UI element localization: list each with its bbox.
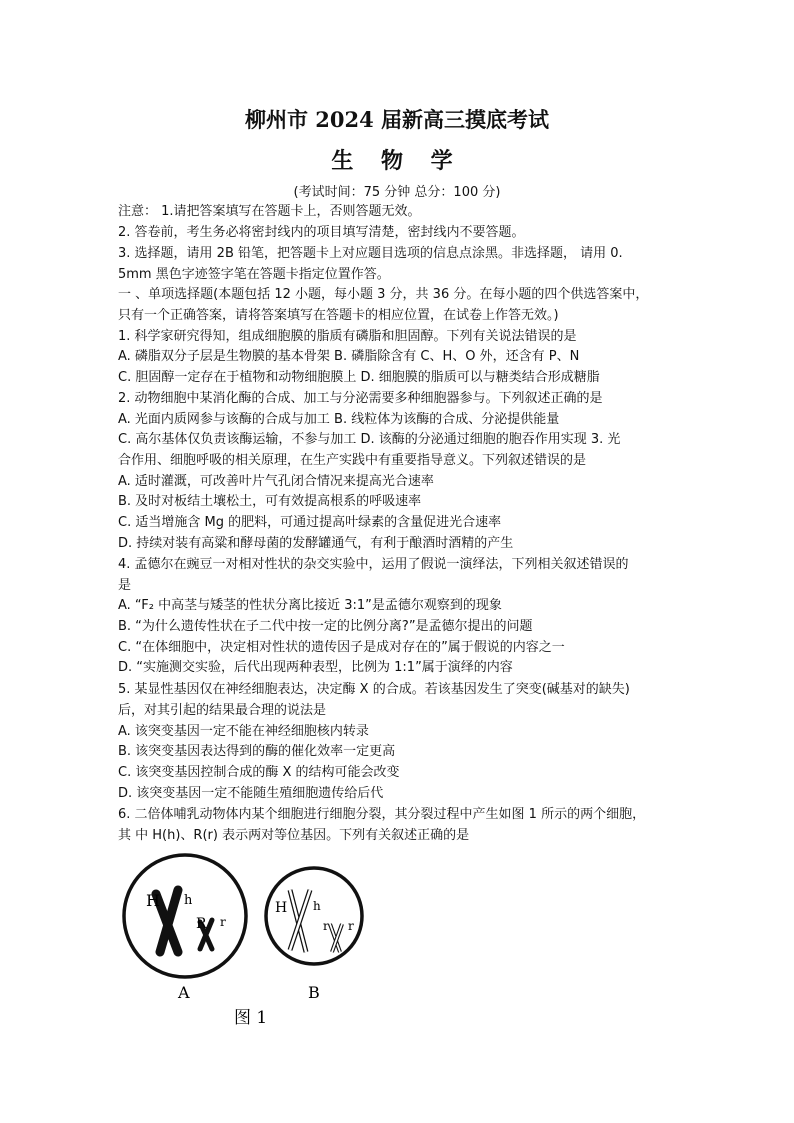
option-line: A. “F₂ 中高茎与矮茎的性状分离比接近 3:1”是孟德尔观察到的现象: [118, 598, 502, 613]
gene-label: r: [348, 919, 354, 933]
cell-a: [124, 855, 246, 977]
option-line: C. 该突变基因控制合成的酶 X 的结构可能会改变: [118, 765, 400, 780]
text-line: 其 中 H(h)、R(r) 表示两对等位基因。下列有关叙述正确的是: [118, 828, 470, 843]
exam-title: 柳州市 2024 届新高三摸底考试: [244, 107, 550, 132]
text-line: 一 、单项选择题(本题包括 12 小题，每小题 3 分，共 36 分。在每小题的四个供选答案中，: [118, 287, 649, 302]
gene-label: h: [313, 899, 321, 913]
question-2: 2. 动物细胞中某消化酶的合成、加工与分泌需要多种细胞器参与。下列叙述正确的是: [118, 391, 603, 406]
option-line: A. 光面内质网参与该酶的合成与加工 B. 线粒体为该酶的合成、分泌提供能量: [118, 412, 560, 427]
gene-label: r: [220, 915, 226, 929]
text-line: 注意： 1.请把答案填写在答题卡上，否则答题无效。: [118, 204, 421, 219]
cell-b-label: B: [308, 983, 320, 1002]
text-line: 是: [118, 578, 132, 593]
gene-label: H: [146, 891, 160, 910]
cell-b: [266, 868, 362, 964]
cell-a-label: A: [178, 983, 190, 1002]
option-line: C. 适当增施含 Mg 的肥料，可通过提高叶绿素的含量促进光合速率: [118, 515, 502, 530]
gene-label: r: [323, 919, 329, 933]
option-line: B. 该突变基因表达得到的酶的催化效率一定更高: [118, 744, 396, 759]
question-3: 合作用、细胞呼吸的相关原理，在生产实践中有重要指导意义。下列叙述错误的是: [118, 453, 587, 468]
gene-label: R: [196, 916, 207, 932]
question-1: 1. 科学家研究得知，组成细胞膜的脂质有磷脂和胆固醇。下列有关说法错误的是: [118, 329, 577, 344]
question-6: 6. 二倍体哺乳动物体内某个细胞进行细胞分裂，其分裂过程中产生如图 1 所示的两个细胞，: [118, 807, 646, 822]
figure-caption: 图 1: [234, 1008, 268, 1027]
text-line: 只有一个正确答案，请将答案填写在答题卡的相应位置，在试卷上作答无效。): [118, 308, 559, 323]
question-5: 5. 某显性基因仅在神经细胞表达，决定酶 X 的合成。若该基因发生了突变(碱基对的缺失): [118, 682, 630, 697]
subject-title: 生 物 学: [331, 148, 463, 174]
option-line: D. 持续对装有高粱和酵母菌的发酵罐通气，有利于酿酒时酒精的产生: [118, 536, 514, 551]
text-line: 2. 答卷前，考生务必将密封线内的项目填写清楚，密封线内不要答题。: [118, 225, 525, 240]
text-line: 后，对其引起的结果最合理的说法是: [118, 703, 327, 718]
option-line: A. 磷脂双分子层是生物膜的基本骨架 B. 磷脂除含有 C、H、O 外，还含有 P、N: [118, 349, 580, 364]
text-line: 5mm 黑色字迹签字笔在答题卡指定位置作答。: [118, 267, 390, 282]
option-line: A. 适时灌溉，可改善叶片气孔闭合情况来提高光合速率: [118, 474, 434, 489]
option-line: C. 胆固醇一定存在于植物和动物细胞膜上 D. 细胞膜的脂质可以与糖类结合形成糖脂: [118, 370, 600, 385]
option-line: C. 高尔基体仅负责该酶运输，不参与加工 D. 该酶的分泌通过细胞的胞吞作用实现 3. 光: [118, 432, 621, 447]
option-line: D. 该突变基因一定不能随生殖细胞遗传给后代: [118, 786, 384, 801]
question-4: 4. 孟德尔在豌豆一对相对性状的杂交实验中，运用了假说一演绎法，下列相关叙述错误的: [118, 557, 629, 572]
gene-label: H: [275, 900, 288, 916]
gene-label: h: [184, 893, 193, 908]
option-line: B. 及时对板结土壤松土，可有效提高根系的呼吸速率: [118, 494, 422, 509]
option-line: A. 该突变基因一定不能在神经细胞核内转录: [118, 724, 369, 739]
exam-info: (考试时间：75 分钟 总分：100 分): [293, 185, 501, 200]
option-line: C. “在体细胞中，决定相对性状的遗传因子是成对存在的”属于假说的内容之一: [118, 640, 565, 655]
option-line: B. “为什么遗传性状在子二代中按一定的比例分离?”是孟德尔提出的问题: [118, 619, 533, 634]
text-line: 3. 选择题，请用 2B 铅笔，把答题卡上对应题目选项的信息点涂黑。非选择题， 请用 0.: [118, 246, 623, 261]
option-line: D. “实施测交实验，后代出现两种表型，比例为 1:1”属于演绎的内容: [118, 660, 513, 675]
cell-division-figure: [120, 852, 365, 1027]
